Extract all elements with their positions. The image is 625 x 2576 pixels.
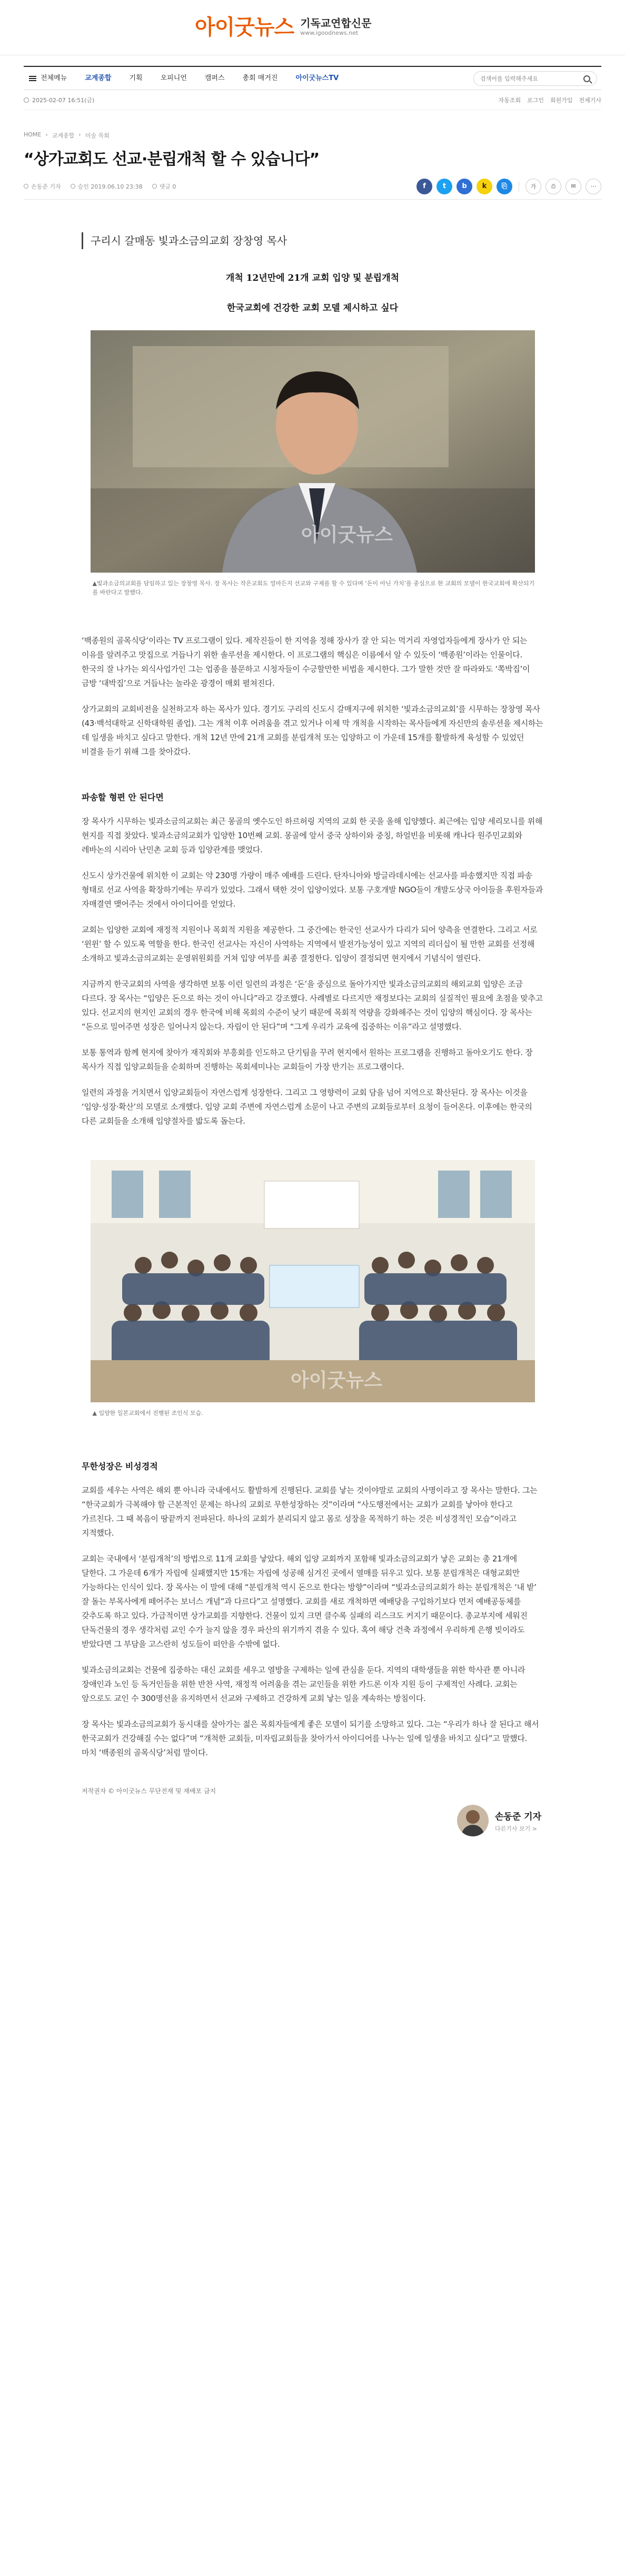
search-input[interactable] — [480, 75, 583, 82]
comments-meta-text: 댓글 0 — [159, 183, 176, 190]
article-paragraph: 장 목사가 시무하는 빛과소금의교회는 최근 몽골의 옛수도인 하르허링 지역의 교회 한 곳을 올해 입양했다. 최근에는 입양 세리모니를 위해 현지를 직접 찾았다. 빛과소금의교회가 입양한 10번째 교회. 몽골에 앞서 중국 상하이와 중칭, 하얼빈을 비롯해 캐나다 원주민교회와 레바논의 시리아 난민촌 교회 등과 입양관계를 맺었다. — [82, 817, 543, 854]
clock-icon — [71, 184, 75, 189]
photo-caption-1: ▲빛과소금의교회를 담임하고 있는 장창영 목사. 장 목사는 작은교회도 얼마든지 선교와 구제를 할 수 있다며 ‘돈이 아닌 가치’를 중심으로 한 교회의 모델이 한국교회에 확산되기를 바란다고 말했다. — [92, 580, 535, 596]
utility-bar — [24, 90, 601, 110]
link-share-icon[interactable]: ⎘ — [497, 179, 512, 194]
search-box — [473, 71, 597, 86]
main-nav — [24, 66, 601, 90]
all-menu-button[interactable] — [24, 67, 76, 90]
breadcrumb — [24, 131, 601, 140]
nav-item-tv[interactable]: 아이굿뉴스TV — [295, 74, 339, 82]
login-link[interactable]: 로그인 — [527, 96, 544, 104]
twitter-share-icon[interactable]: t — [436, 179, 452, 194]
current-date — [24, 96, 94, 104]
article-body — [82, 232, 543, 1836]
comments-meta[interactable] — [152, 182, 176, 191]
breadcrumb-home[interactable]: HOME — [24, 131, 42, 138]
article-subtitle: 구리시 갈매동 빛과소금의교회 장창영 목사 — [82, 232, 543, 249]
section-heading-1: 파송할 형편 안 된다면 — [82, 792, 164, 802]
nav-item-church-news[interactable]: 교계종합 — [85, 74, 112, 82]
breadcrumb-separator: › — [78, 131, 81, 138]
font-size-icon[interactable]: 가 — [525, 179, 541, 194]
image-watermark: 아이굿뉴스 — [301, 524, 393, 546]
nav-item-campus[interactable]: 캠퍼스 — [204, 74, 225, 82]
article-paragraph: 보통 통역과 함께 현지에 찾아가 재직회와 부흥회를 인도하고 단기팀을 꾸려 현지에서 원하는 프로그램을 진행하고 돌아오기도 한다. 장 목사가 직접 입양교회들을 순회하며 진행하는 목회세미나는 교회들이 가장 반기는 프로그램이다. — [82, 1048, 533, 1071]
date-meta-text: 승인 2019.06.10 23:38 — [77, 183, 143, 190]
blog-share-icon[interactable]: b — [457, 179, 472, 194]
user-icon — [24, 184, 28, 189]
nav-item-feature[interactable]: 기획 — [129, 74, 143, 82]
logo-tagline-main: 기독교연합신문 — [300, 17, 372, 30]
article-paragraph: 교회를 세우는 사역은 해외 뿐 아니라 국내에서도 활발하게 진행된다. 교회를 낳는 것이야말로 교회의 사명이라고 장 목사는 말한다. 그는 “한국교회가 극복해야 할 근본적인 문제는 하나의 교회로 무한성장하는 것”이라며 “사도행전에서는 교회가 교회를 낳아야 한다고 가르친다. 그 때 복음이 땅끝까지 전파된다. 하나의 교회가 분리되지 않고 몸로 성장을 목적하기 하는 것은 비성경적인 모습”이라고 지적했다. — [82, 1486, 538, 1538]
article-paragraph: 신도시 상가건물에 위치한 이 교회는 약 230명 가량이 매주 예배를 드린다. 탄자니아와 방글라데시에는 선교사를 파송했지만 직접 파송 형태로 선교 사역을 확장하기에는 무리가 있었다. 그래서 택한 것이 입양이었다. 보통 구호개발 NGO들이 개발도상국 아이들을 후원자들과 자매결연 맺어주는 것에서 아이디어를 얻었다. — [82, 871, 543, 909]
article-paragraph: 일련의 과정을 거치면서 입양교회들이 자연스럽게 성장한다. 그리고 그 영향력이 교회 담을 넘어 지역으로 확산된다. 장 목사는 이것을 ‘입양·성장·확산’의 모델로 소개했다. 입양 교회 주변에 자연스럽게 소문이 나고 주변의 교회들로부터 요청이 들어온다. 이후에는 한국의 다른 교회들을 소개해 입양절차를 밟도록 돕는다. — [82, 1088, 532, 1126]
hamburger-icon — [29, 76, 36, 81]
article-paragraph: 교회는 국내에서 ‘분립개척’의 방법으로 11개 교회를 낳았다. 해외 입양 교회까지 포함해 빛과소금의교회가 낳은 교회는 총 21개에 달한다. 그 가운데 6개가 자립에 실패했지만 15개는 자립에 성공해 심겨진 곳에서 열매를 뒤우고 있다. 보통 분립개척은 대형교회만 가능하다는 인식이 있다. 장 목사는 이 말에 대해 “분립개척 역시 돈으로 한다는 방향”이라며 “빛과소금의교회가 하는 분립개척은 ‘내 밭’ 잘 돌는 부목사에게 떼어주는 보너스 개념”과 다르다”고 설명했다. 교회를 새로 개척하면 예배당을 구입하기보다 먼저 예배공동체를 갖추도록 하고 있다. 가급적이면 상가교회를 지향한다. 건물이 있지 크면 클수록 실패의 리스크도 커지기 때문이다. 총교부지에 세워진 단독건물의 경우 생각처럼 교인 수가 늘지 않을 경우 파산의 위기까지 겪을 수 있다. 혹여 해당 건축 과정에서 우리하게 은행 빚이라도 받았다면 그 부담을 고스란히 성도들이 떠안을 수밖에 없다. — [82, 1554, 537, 1649]
comment-icon — [152, 184, 157, 189]
kakao-share-icon[interactable]: k — [477, 179, 492, 194]
all-articles-link[interactable]: 전체기사 — [579, 96, 601, 104]
reporter-name: 손동준 기자 — [494, 1811, 541, 1822]
author-meta — [24, 182, 61, 191]
pastor-portrait-photo — [91, 330, 535, 573]
facebook-share-icon[interactable]: f — [416, 179, 432, 194]
all-menu-label: 전체메뉴 — [41, 74, 67, 82]
search-icon[interactable] — [583, 75, 590, 82]
article-title: “상가교회도 선교·분립개척 할 수 있습니다” — [24, 150, 320, 169]
nav-item-assembly-magazine[interactable]: 총회 매거진 — [242, 74, 278, 82]
site-logo[interactable] — [195, 16, 371, 39]
article-paragraph: 교회는 입양한 교회에 재정적 지원이나 목회적 지원을 제공한다. 그 중간에는 한국인 선교사가 다리가 되어 양측을 연결한다. 그리고 서로 ‘윈윈’ 할 수 있도록 역할을 한다. 한국인 선교사는 자신이 사역하는 지역에서 발전가능성이 있고 지역의 리더십이 될 만한 교회를 선정해 소개하고 빛과소금의교회는 운영위원회를 거쳐 입양 여부를 최종 결정한다. 입양이 결정되면 현지에서 기념식이 열린다. — [82, 925, 538, 963]
reporter-info — [495, 1809, 541, 1833]
image-watermark: 아이굿뉴스 — [290, 1370, 382, 1391]
logo-text: 아이굿뉴스 — [195, 15, 294, 40]
article-paragraph: ‘백종원의 골목식당’이라는 TV 프로그램이 있다. 제작진들이 한 지역을 정해 장사가 잘 안 되는 먹거리 자영업자들에게 장사가 안 되는 이유를 알려주고 맛집으로 거듭나기 위한 솔루션을 제시한다. 이 프로그램의 핵심은 이름에서 알 수 있듯이 ‘백종원’이라는 인물이다. 한국의 잘 나가는 외식사업가인 그는 업종을 불문하고 시청자들이 수긍할만한 비법을 제시한다. 그가 말한 것만 잘 따라와도 ‘쪽박집’이 금방 ‘대박집’으로 거듭나는 놀라운 광경이 매회 펼쳐진다. — [82, 636, 530, 688]
reporter-card — [82, 1805, 543, 1836]
photo-caption-2: ▲ 입양한 일본교회에서 진행된 조인식 모습. — [92, 1410, 203, 1417]
article-paragraph: 장 목사는 빛과소금의교회가 동시대를 살아가는 젊은 목회자들에게 좋은 모델이 되기를 소망하고 있다. 그는 “우리가 하나 잘 된다고 해서 한국교회가 건강해질 수는 없다”며 “개척한 교회들, 미자립교회들을 찾아가서 아이디어를 나누는 일에 일생을 바치고 싶다”고 말했다. 마치 ‘백종원의 골목식당’처럼 말이다. — [82, 1719, 539, 1757]
clock-icon — [24, 97, 29, 103]
site-header — [0, 0, 625, 55]
logo-tagline — [300, 17, 371, 39]
article-headlines — [82, 270, 543, 313]
article-meta-info — [24, 182, 176, 191]
article-meta — [24, 179, 601, 200]
reporter-avatar — [457, 1805, 489, 1836]
more-articles-link[interactable]: 다른기사 보기 > — [494, 1825, 537, 1832]
print-icon[interactable]: ⎙ — [545, 179, 561, 194]
utility-links — [499, 96, 601, 104]
headline-2: 한국교회에 건강한 교회 모델 제시하고 싶다 — [226, 303, 399, 313]
article-paragraph: 상가교회의 교회비전을 실천하고자 하는 목사가 있다. 경기도 구리의 신도시 갈매지구에 위치한 ‘빛과소금의교회’를 시무하는 장창영 목사(43·백석대학교 신학대학원 졸업). 그는 개척 이후 어려움을 겪고 있거나 이제 막 개척을 시작하는 목사들에게 자신만의 솔루션을 제시하는 데 일생을 바치고 싶다고 말한다. 개척 12년 만에 21개 교회를 분립개척 또는 입양하고 이 가운데 15개를 활발하게 육성할 수 있었던 비결을 듣기 위해 그를 찾아갔다. — [82, 704, 543, 756]
logo-tagline-url: www.igoodnews.net — [300, 30, 359, 36]
breadcrumb-separator: › — [45, 131, 48, 138]
share-toolbar — [416, 179, 601, 194]
article-paragraph: 빛과소금의교회는 건물에 집중하는 대신 교회를 세우고 열방을 구제하는 일에 관심을 둔다. 지역의 대학생들을 위한 학사관 뿐 아니라 장애인과 노인 등 독거인들을 위한 반찬 사역, 재정적 어려움을 겪는 교인들을 위한 카드론 이자 지원 등이 구제적인 사례다. 교회는 앞으로도 교인 수 300명선을 유지하면서 선교와 구제하고 건강하게 교회 낳는 일을 계속하는 방침이다. — [82, 1665, 525, 1703]
group-ceremony-photo — [91, 1160, 535, 1402]
article-paragraph: 지금까지 한국교회의 사역을 생각하면 보통 이런 일련의 과정은 ‘돈’을 중심으로 돌아가지만 빛과소금의교회의 해외교회 입양은 조금 다르다. 장 목사는 “입양은 돈으로 하는 것이 아니다”라고 강조했다. 사례별로 다르지만 재정보다는 교회의 실질적인 필요에 초점을 맞추고 있다. 선교지의 현지인 교회의 경우 한국에 비해 목회의 수준이 낮기 때문에 목회적 역량을 강화해주는 것이 입양의 핵심이다. 장 목사는 “돈으로 밀어주면 성장은 일어나지 않는다. 자립이 안 된다”며 “그게 우리가 교육에 집중하는 이유”라고 설명했다. — [82, 979, 543, 1031]
section-heading-2: 무한성장은 비성경적 — [82, 1461, 158, 1471]
date-meta — [71, 182, 143, 191]
author-meta-text: 손동준 기자 — [31, 183, 61, 190]
signup-link[interactable]: 회원가입 — [550, 96, 573, 104]
copyright-notice: 저작권자 © 아이굿뉴스 무단전재 및 재배포 금지 — [82, 1787, 216, 1795]
breadcrumb-section[interactable]: 교계종합 — [52, 132, 75, 139]
headline-1: 개척 12년만에 21개 교회 입양 및 분립개척 — [225, 273, 400, 283]
auto-refresh-link[interactable]: 자동조회 — [498, 96, 521, 104]
current-date-text: 2025-02-07 16:51(금) — [32, 96, 95, 104]
scrap-icon[interactable]: ⋯ — [586, 179, 601, 194]
breadcrumb-subsection[interactable]: 미술 목회 — [85, 132, 110, 139]
email-icon[interactable]: ✉ — [566, 179, 581, 194]
nav-item-opinion[interactable]: 오피니언 — [160, 74, 187, 82]
